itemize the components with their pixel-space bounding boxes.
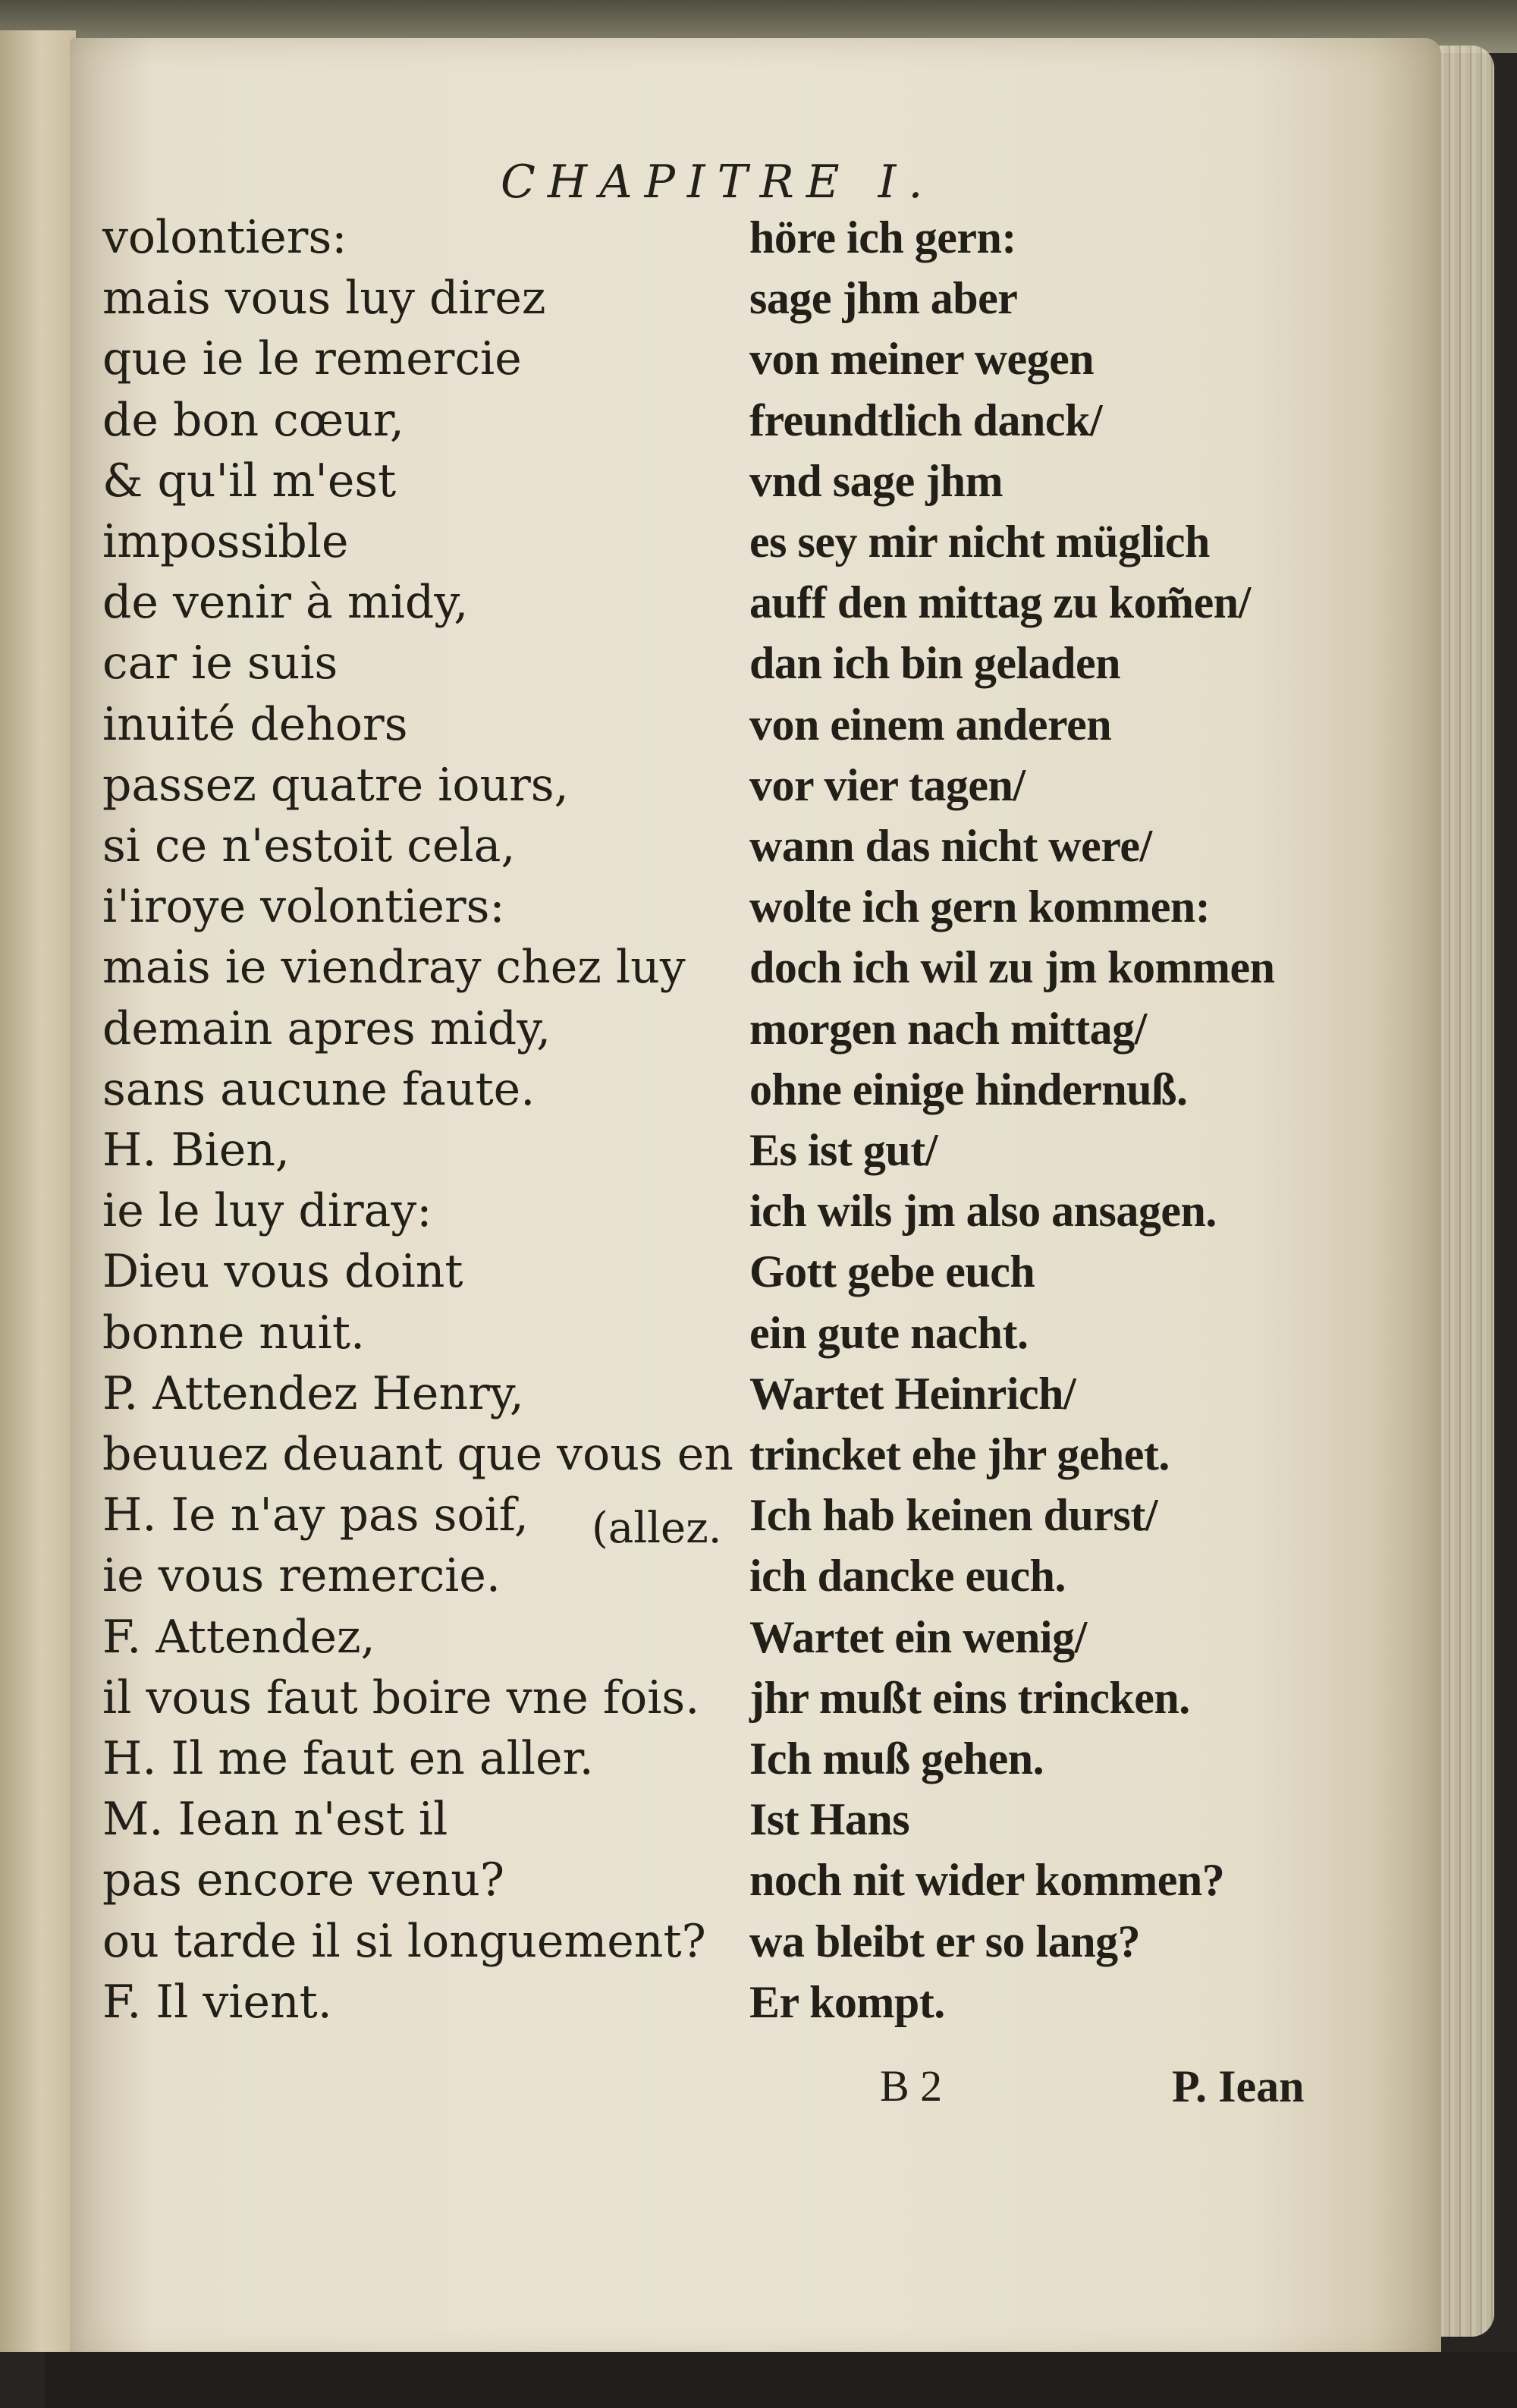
german-line: freundtlich danck/ bbox=[749, 395, 1102, 445]
german-line: Ich hab keinen durst/ bbox=[749, 1490, 1157, 1540]
french-line: H. Ie n'ay pas soif, bbox=[102, 1488, 529, 1542]
german-line: von einem anderen bbox=[749, 699, 1112, 750]
german-line: trincket ehe jhr gehet. bbox=[749, 1429, 1170, 1479]
french-line: ou tarde il si longuement? bbox=[102, 1915, 706, 1968]
german-line: wann das nicht were/ bbox=[749, 821, 1152, 871]
german-line: Ich muß gehen. bbox=[749, 1734, 1044, 1784]
french-line: bonne nuit. bbox=[102, 1306, 366, 1360]
french-line: M. Iean n'est il bbox=[102, 1793, 448, 1846]
french-line: passez quatre iours, bbox=[102, 759, 569, 812]
french-line: pas encore venu? bbox=[102, 1853, 505, 1907]
german-line: wolte ich gern kommen: bbox=[749, 882, 1211, 932]
french-line: il vous faut boire vne fois. bbox=[102, 1671, 700, 1724]
german-line: Es ist gut/ bbox=[749, 1125, 938, 1175]
french-line: que ie le remercie bbox=[102, 332, 522, 385]
german-line: es sey mir nicht müglich bbox=[749, 517, 1210, 567]
german-line: ich wils jm also ansagen. bbox=[749, 1186, 1217, 1236]
french-line: Dieu vous doint bbox=[102, 1245, 463, 1298]
french-line: inuité dehors bbox=[102, 698, 408, 751]
french-line: & qu'il m'est bbox=[102, 454, 397, 508]
german-line: morgen nach mittag/ bbox=[749, 1004, 1147, 1054]
german-line: wa bleibt er so lang? bbox=[749, 1916, 1141, 1966]
german-line: noch nit wider kommen? bbox=[749, 1855, 1225, 1905]
german-line: doch ich wil zu jm kommen bbox=[749, 942, 1275, 992]
french-line: si ce n'estoit cela, bbox=[102, 819, 516, 872]
german-line: Er kompt. bbox=[749, 1977, 945, 2027]
facing-page-edge bbox=[0, 30, 78, 2352]
german-line: Ist Hans bbox=[749, 1794, 910, 1844]
scan-background-bottom bbox=[46, 2352, 1517, 2408]
german-line: ohne einige hindernuß. bbox=[749, 1064, 1188, 1114]
french-line: demain apres midy, bbox=[102, 1002, 551, 1055]
french-line: ie le luy diray: bbox=[102, 1184, 432, 1237]
french-line: sans aucune faute. bbox=[102, 1063, 536, 1116]
german-line: dan ich bin geladen bbox=[749, 638, 1120, 688]
french-line: ie vous remercie. bbox=[102, 1549, 501, 1602]
french-line: F. Il vient. bbox=[102, 1976, 332, 2029]
french-line: beuuez deuant que vous en bbox=[102, 1428, 733, 1481]
german-line: vor vier tagen/ bbox=[749, 760, 1025, 810]
german-line: höre ich gern: bbox=[749, 212, 1016, 262]
german-line: ich dancke euch. bbox=[749, 1551, 1066, 1601]
german-line: vnd sage jhm bbox=[749, 456, 1003, 506]
german-line: Wartet Heinrich/ bbox=[749, 1369, 1076, 1419]
turnover-word: (allez. bbox=[592, 1504, 722, 1553]
signature-mark: B 2 bbox=[880, 2061, 943, 2111]
french-line: H. Bien, bbox=[102, 1124, 290, 1177]
german-line: Gott gebe euch bbox=[749, 1246, 1035, 1297]
french-line: de venir à midy, bbox=[102, 576, 469, 629]
french-line: car ie suis bbox=[102, 637, 338, 690]
french-line: F. Attendez, bbox=[102, 1611, 375, 1664]
german-line: von meiner wegen bbox=[749, 334, 1095, 384]
french-line: volontiers: bbox=[102, 211, 347, 264]
running-head: CHAPITRE I. bbox=[501, 156, 935, 209]
german-line: ein gute nacht. bbox=[749, 1308, 1029, 1358]
german-line: jhr mußt eins trincken. bbox=[749, 1673, 1190, 1723]
catchword: P. Iean bbox=[1172, 2061, 1305, 2111]
french-line: mais vous luy direz bbox=[102, 272, 546, 325]
german-line: auff den mittag zu kom̃en/ bbox=[749, 577, 1251, 627]
german-line: sage jhm aber bbox=[749, 273, 1018, 323]
french-line: impossible bbox=[102, 515, 349, 568]
german-line: Wartet ein wenig/ bbox=[749, 1612, 1087, 1662]
french-line: H. Il me faut en aller. bbox=[102, 1732, 594, 1785]
french-line: i'iroye volontiers: bbox=[102, 880, 505, 933]
french-line: mais ie viendray chez luy bbox=[102, 941, 686, 994]
french-line: de bon cœur, bbox=[102, 394, 404, 447]
french-line: P. Attendez Henry, bbox=[102, 1367, 524, 1420]
